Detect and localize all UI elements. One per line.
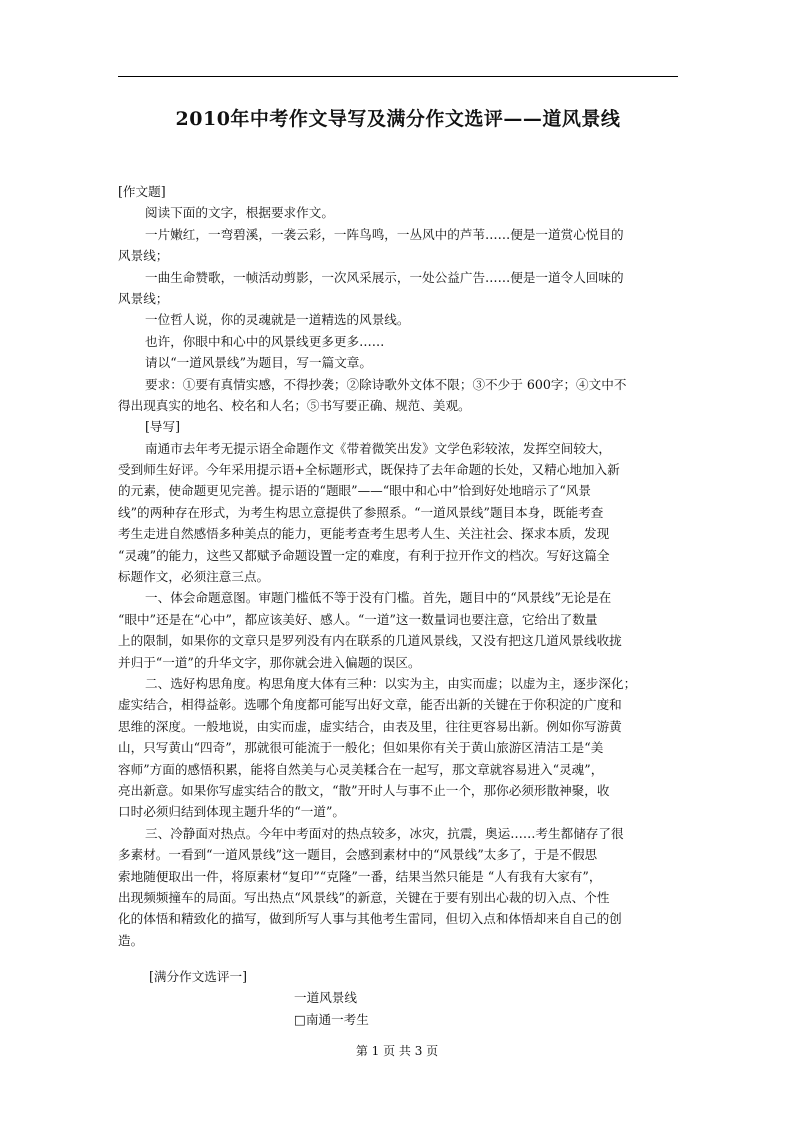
text-line: 多素材。一看到“一道风景线”这一题目，会感到素材中的“风景线”太多了，于是不假思 bbox=[118, 847, 598, 863]
text-line: 二、选好构思角度。构思角度大体有三种：以实为主，由实而虚；以虚为主，逐步深化； bbox=[145, 675, 637, 691]
page-footer: 第 1 页 共 3 页 bbox=[355, 1044, 439, 1058]
text-line: 也许，你眼中和心中的风景线更多更多…… bbox=[145, 333, 385, 349]
text-line: 造。 bbox=[118, 932, 144, 948]
text-line: 风景线； bbox=[118, 248, 169, 264]
text-line: 线”的两种存在形式，为考生构思立意提供了参照系。“一道风景线”题目本身，既能考查 bbox=[118, 504, 604, 520]
text-line: 亮出新意。如果你写虚实结合的散文，“散”开时人与事不止一个，那你必须形散神聚，收 bbox=[118, 782, 610, 798]
text-line: 受到师生好评。今年采用提示语+全标题形式，既保持了去年命题的长处，又精心地加入新 bbox=[118, 462, 620, 478]
text-line: 要求：①要有真情实感，不得抄袭；②除诗歌外文体不限；③不少于 600字；④文中不 bbox=[145, 376, 627, 392]
text-line: 并归于“一道”的升华文字，那你就会进入偏题的误区。 bbox=[118, 654, 421, 670]
text-line: 考生走进自然感悟多种美点的能力，更能考查考生思考人生、关注社会、探求本质，发现 bbox=[118, 526, 610, 542]
text-line: 风景线； bbox=[118, 290, 169, 306]
text-line: 请以“一道风景线”为题目，写一篇文章。 bbox=[145, 355, 372, 371]
text-line: 南通市去年考无提示语全命题作文《带着微笑出发》文学色彩较浓，发挥空间较大， bbox=[145, 440, 611, 456]
text-line: 一道风景线 bbox=[294, 990, 357, 1006]
text-line: 化的体悟和精致化的描写，做到所写人事与其他考生雷同，但切入点和体悟却来自自己的创 bbox=[118, 911, 622, 927]
paragraph-gap bbox=[118, 951, 674, 966]
text-line: □南通一考生 bbox=[294, 1011, 369, 1027]
text-line: [满分作文选评一] bbox=[149, 969, 247, 985]
text-line: 一位哲人说，你的灵魂就是一道精选的风景线。 bbox=[145, 312, 410, 328]
text-line: 一曲生命赞歌，一帧活动剪影，一次风采展示，一处公益广告……便是一道令人回味的 bbox=[145, 269, 624, 285]
text-line: [作文题] bbox=[118, 184, 166, 199]
text-line: 口时必须归结到体现主题升华的“一道”。 bbox=[118, 804, 345, 820]
header-rule bbox=[118, 76, 678, 77]
text-line: 一、体会命题意图。审题门槛低不等于没有门槛。首先，题目中的“风景线”无论是在 bbox=[145, 590, 612, 606]
document-body bbox=[118, 181, 674, 1030]
document-title: 2010年中考作文导写及满分作文选评——道风景线 bbox=[175, 108, 621, 130]
text-line: “灵魂”的能力，这些又都赋予命题设置一定的难度，有利于拉开作文的档次。写好这篇全 bbox=[118, 547, 610, 563]
text-line: 出现频频撞车的局面。写出热点“风景线”的新意，关键在于要有别出心裁的切入点、个性 bbox=[118, 889, 610, 905]
text-line: 一片嫩红，一弯碧溪，一袭云彩，一阵鸟鸣，一丛风中的芦苇……便是一道赏心悦目的 bbox=[145, 226, 624, 242]
text-line: 山，只写黄山“四奇”，那就很可能流于一般化；但如果你有关于黄山旅游区清洁工是“美 bbox=[118, 740, 604, 756]
text-line: [导写] bbox=[145, 419, 181, 435]
text-line: 容师”方面的感悟积累，能将自然美与心灵美糅合在一起写，那文章就容易进入“灵魂”， bbox=[118, 761, 604, 777]
text-line: 思维的深度。一般地说，由实而虚，虚实结合，由表及里，往往更容易出新。例如你写游黄 bbox=[118, 718, 622, 734]
text-line: “眼中”还是在“心中”，都应该美好、感人。“一道”这一数量词也要注意，它给出了数量 bbox=[118, 611, 598, 627]
text-line: 三、冷静面对热点。今年中考面对的热点较多，冰灾，抗震，奥运……考生都储存了很 bbox=[145, 825, 624, 841]
text-line: 阅读下面的文字，根据要求作文。 bbox=[145, 205, 334, 221]
text-line: 的元素，使命题更见完善。提示语的“题眼”——“眼中和心中”恰到好处地暗示了“风景 bbox=[118, 483, 591, 499]
text-line: 得出现真实的地名、校名和人名；⑤书写要正确、规范、美观。 bbox=[118, 397, 471, 413]
text-line: 标题作文，必须注意三点。 bbox=[118, 569, 270, 585]
text-line: 上的限制，如果你的文章只是罗列没有内在联系的几道风景线，又没有把这几道风景线收拢 bbox=[118, 633, 622, 649]
text-line: 虚实结合，相得益彰。选哪个角度都可能写出好文章，能否出新的关键在于你积淀的广度和 bbox=[118, 697, 622, 713]
text-line: 索地随便取出一件，将原素材“复印”“克隆”一番，结果当然只能是 “人有我有大家有”， bbox=[118, 868, 602, 884]
